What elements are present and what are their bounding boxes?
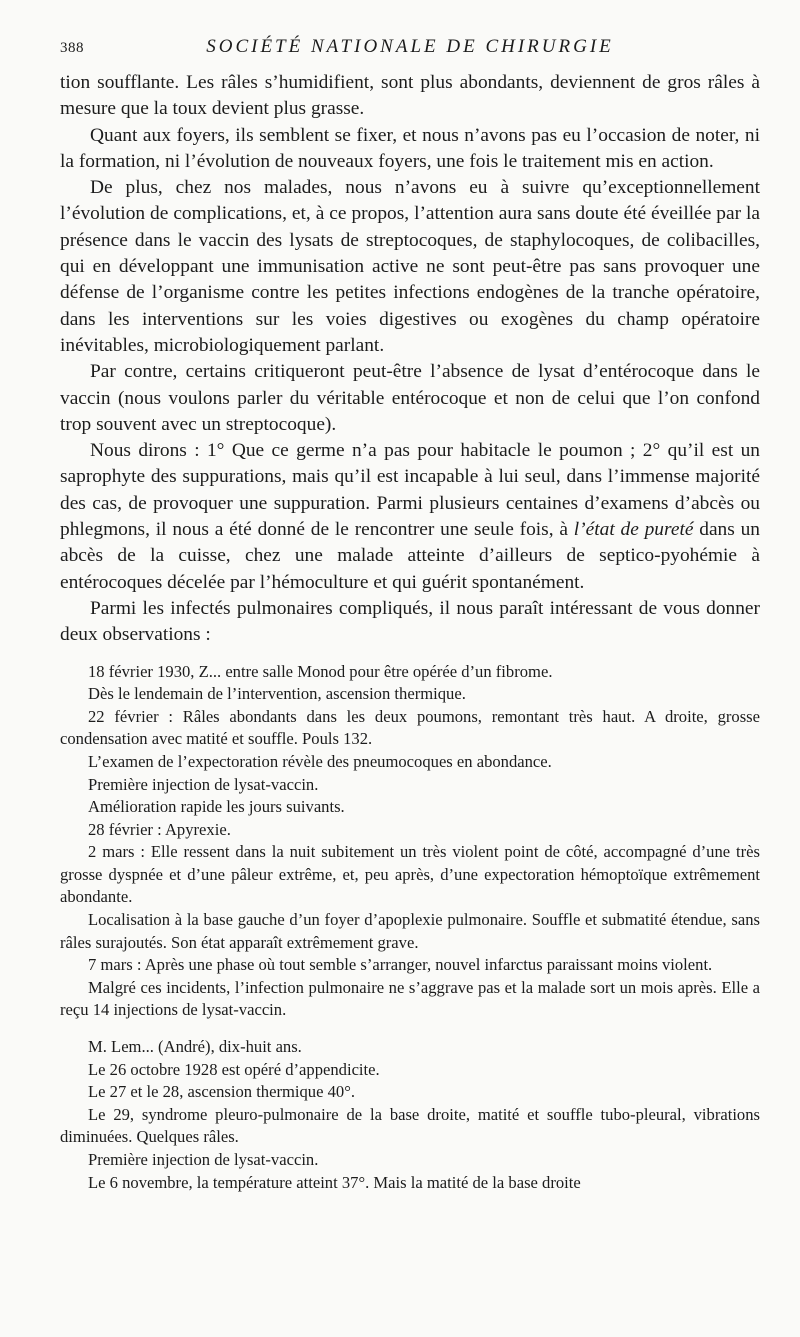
observation-line: Amélioration rapide les jours suivants. bbox=[88, 797, 345, 817]
body-text bbox=[60, 70, 760, 649]
paragraph-text: dans un abcès de la cuisse, chez une malade atteinte d’ailleurs de septico-pyohémie à entérocoques décelée par l’hémoculture et qui guérit spontanément. bbox=[60, 519, 760, 593]
observation-line: Dès le lendemain de l’intervention, ascension thermique. bbox=[88, 684, 466, 704]
observation-1 bbox=[60, 661, 760, 1023]
observation-line: M. Lem... (André), dix-huit ans. bbox=[88, 1037, 302, 1057]
observation-line: Le 27 et le 28, ascension thermique 40°. bbox=[88, 1082, 355, 1102]
paragraph: Parmi les infectés pulmonaires compliqués, il nous paraît intéressant de vous donner deux observations : bbox=[60, 597, 760, 646]
paragraph: tion soufflante. Les râles s’humidifient, sont plus abondants, deviennent de gros râles à mesure que la toux devient plus grasse. bbox=[60, 72, 760, 120]
italic-phrase: l’état de pureté bbox=[573, 519, 694, 541]
page-header bbox=[60, 30, 760, 70]
observation-line: Malgré ces incidents, l’infection pulmonaire ne s’aggrave pas et la malade sort un mois après. Elle a reçu 14 injections de lysat-vaccin. bbox=[60, 977, 760, 1020]
paragraph: Par contre, certains critiqueront peut-être l’absence de lysat d’entérocoque dans le vaccin (nous voulons parler du véritable entérocoque et non de celui que l’on confond trop souvent avec un streptocoque). bbox=[60, 361, 760, 435]
observation-line: Première injection de lysat-vaccin. bbox=[88, 774, 319, 794]
paragraph: Quant aux foyers, ils semblent se fixer, et nous n’avons pas eu l’occasion de noter, ni la formation, ni l’évolution de nouveaux foyers, une fois le traitement mis en action. bbox=[60, 124, 760, 172]
observation-line: Le 6 novembre, la température atteint 37°. Mais la matité de la base droite bbox=[88, 1172, 581, 1192]
observation-line: Le 29, syndrome pleuro-pulmonaire de la base droite, matité et souffle tubo-pleural, vibrations diminuées. Quelques râles. bbox=[60, 1104, 760, 1147]
page bbox=[60, 30, 760, 1194]
observation-line: Localisation à la base gauche d’un foyer d’apoplexie pulmonaire. Souffle et submatité étendue, sans râles surajoutés. Son état apparaît extrêmement grave. bbox=[60, 910, 760, 952]
paragraph: De plus, chez nos malades, nous n’avons eu à suivre qu’exceptionnellement l’évolution de complications, et, à ce propos, l’attention aura sans doute été éveillée par la présence dans le vaccin des lysats de streptocoques, de staphylocoques, de colibacilles, qui en développant une immunisation active ne sont peut-être pas sans provoquer une défense de l’organisme contre les petites infections endogènes de la tranche opératoire, dans les interventions sur les voies digestives ou exogènes du champ opératoire inévitables, microbiologiquement parlant. bbox=[60, 177, 760, 356]
paragraph bbox=[60, 438, 760, 596]
observation-line: 22 février : Râles abondants dans les deux poumons, remontant très haut. A droite, grosse condensation avec matité et souffle. Pouls 132. bbox=[60, 706, 760, 749]
running-title: SOCIÉTÉ NATIONALE DE CHIRURGIE bbox=[206, 36, 614, 57]
observation-line: L’examen de l’expectoration révèle des pneumocoques en abondance. bbox=[88, 751, 552, 771]
observation-line: Le 26 octobre 1928 est opéré d’appendicite. bbox=[88, 1059, 380, 1079]
observation-line: 28 février : Apyrexie. bbox=[88, 819, 231, 839]
observation-line: 18 février 1930, Z... entre salle Monod pour être opérée d’un fibrome. bbox=[88, 661, 553, 681]
paragraph-text: Nous dirons : 1° Que ce germe n’a pas pour habitacle le poumon ; 2° qu’il est un saprophyte des suppurations, mais qu’il est incapable à lui seul, dans l’immense majorité des cas, de provoquer une suppuration. Parmi plusieurs centaines d’examens d’abcès ou phlegmons, il nous a été donné de le rencontrer une seule fois, à bbox=[60, 440, 760, 541]
observation-2 bbox=[60, 1036, 760, 1194]
page-number: 388 bbox=[60, 40, 84, 56]
observation-line: 2 mars : Elle ressent dans la nuit subitement un très violent point de côté, accompagné d’une très grosse dyspnée et d’une pâleur extrême, et, peu après, d’une expectoration hémoptoïque extrêmement abondante. bbox=[60, 842, 760, 907]
observation-line: Première injection de lysat-vaccin. bbox=[88, 1150, 319, 1169]
observation-line: 7 mars : Après une phase où tout semble s’arranger, nouvel infarctus paraissant moins violent. bbox=[88, 955, 713, 975]
